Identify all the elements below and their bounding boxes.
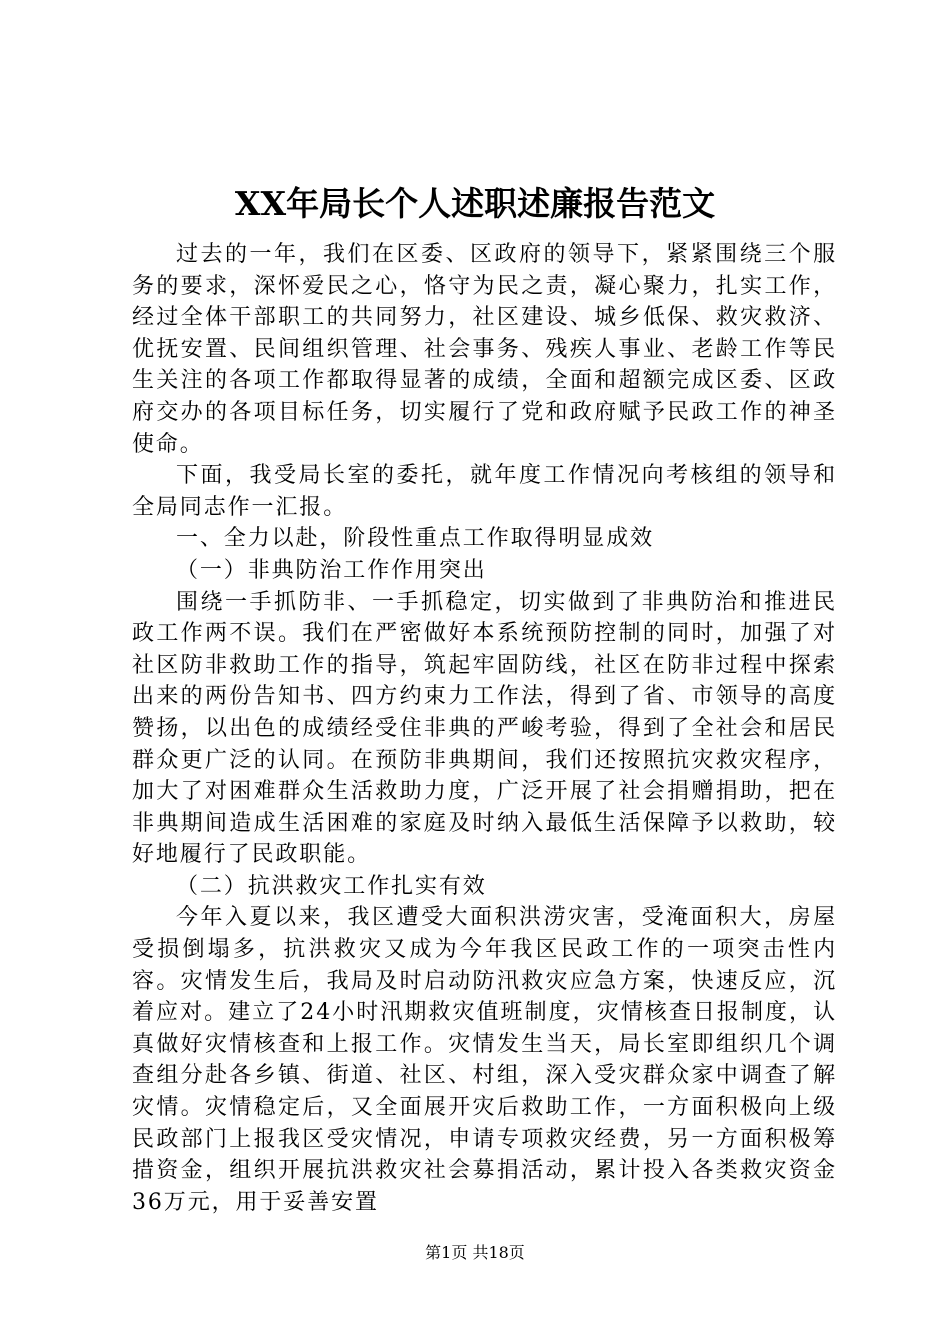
document-body [132,239,837,1218]
subsection-heading-2: （二）抗洪救灾工作扎实有效 [176,873,487,899]
document-title: XX年局长个人述职述廉报告范文 [234,184,716,223]
paragraph-intro: 过去的一年，我们在区委、区政府的领导下，紧紧围绕三个服务的要求，深怀爱民之心，恪守为民之责，凝心聚力，扎实工作，经过全体干部职工的共同努力，社区建设、城乡低保、救灾救济、优抚安置、民间组织管理、社会事务、残疾人事业、老龄工作等民生关注的各项工作都取得显著的成绩，全面和超额完成区委、区政府交办的各项目标任务，切实履行了党和政府赋予民政工作的神圣使命。 [132,242,837,457]
subsection-heading-1: （一）非典防治工作作用突出 [176,557,487,583]
section-heading-1: 一、全力以赴，阶段性重点工作取得明显成效 [176,526,655,552]
paragraph-sars-prevention: 围绕一手抓防非、一手抓稳定，切实做到了非典防治和推进民政工作两不误。我们在严密做好本系统预防控制的同时，加强了对社区防非救助工作的指导，筑起牢固防线，社区在防非过程中探索出来的两份告知书、四方约束力工作法，得到了省、市领导的高度赞扬，以出色的成绩经受住非典的严峻考验，得到了全社会和居民群众更广泛的认同。在预防非典期间，我们还按照抗灾救灾程序，加大了对困难群众生活救助力度，广泛开展了社会捐赠捐助，把在非典期间造成生活困难的家庭及时纳入最低生活保障予以救助，较好地履行了民政职能。 [132,589,837,868]
paragraph-report-preface: 下面，我受局长室的委托，就年度工作情况向考核组的领导和全局同志作一汇报。 [132,463,837,520]
page-number-footer: 第1页 共18页 [425,1243,525,1262]
paragraph-flood-relief: 今年入夏以来，我区遭受大面积洪涝灾害，受淹面积大，房屋受损倒塌多，抗洪救灾又成为今年我区民政工作的一项突击性内容。灾情发生后，我局及时启动防汛救灾应急方案，快速反应，沉着应对。建立了24小时汛期救灾值班制度，灾情核查日报制度，认真做好灾情核查和上报工作。灾情发生当天，局长室即组织几个调查组分赴各乡镇、街道、社区、村组，深入受灾群众家中调查了解灾情。灾情稳定后，又全面展开灾后救助工作，一方面积极向上级民政部门上报我区受灾情况，申请专项救灾经费，另一方面积极筹措资金，组织开展抗洪救灾社会募捐活动，累计投入各类救灾资金36万元，用于妥善安置 [132,905,837,1215]
